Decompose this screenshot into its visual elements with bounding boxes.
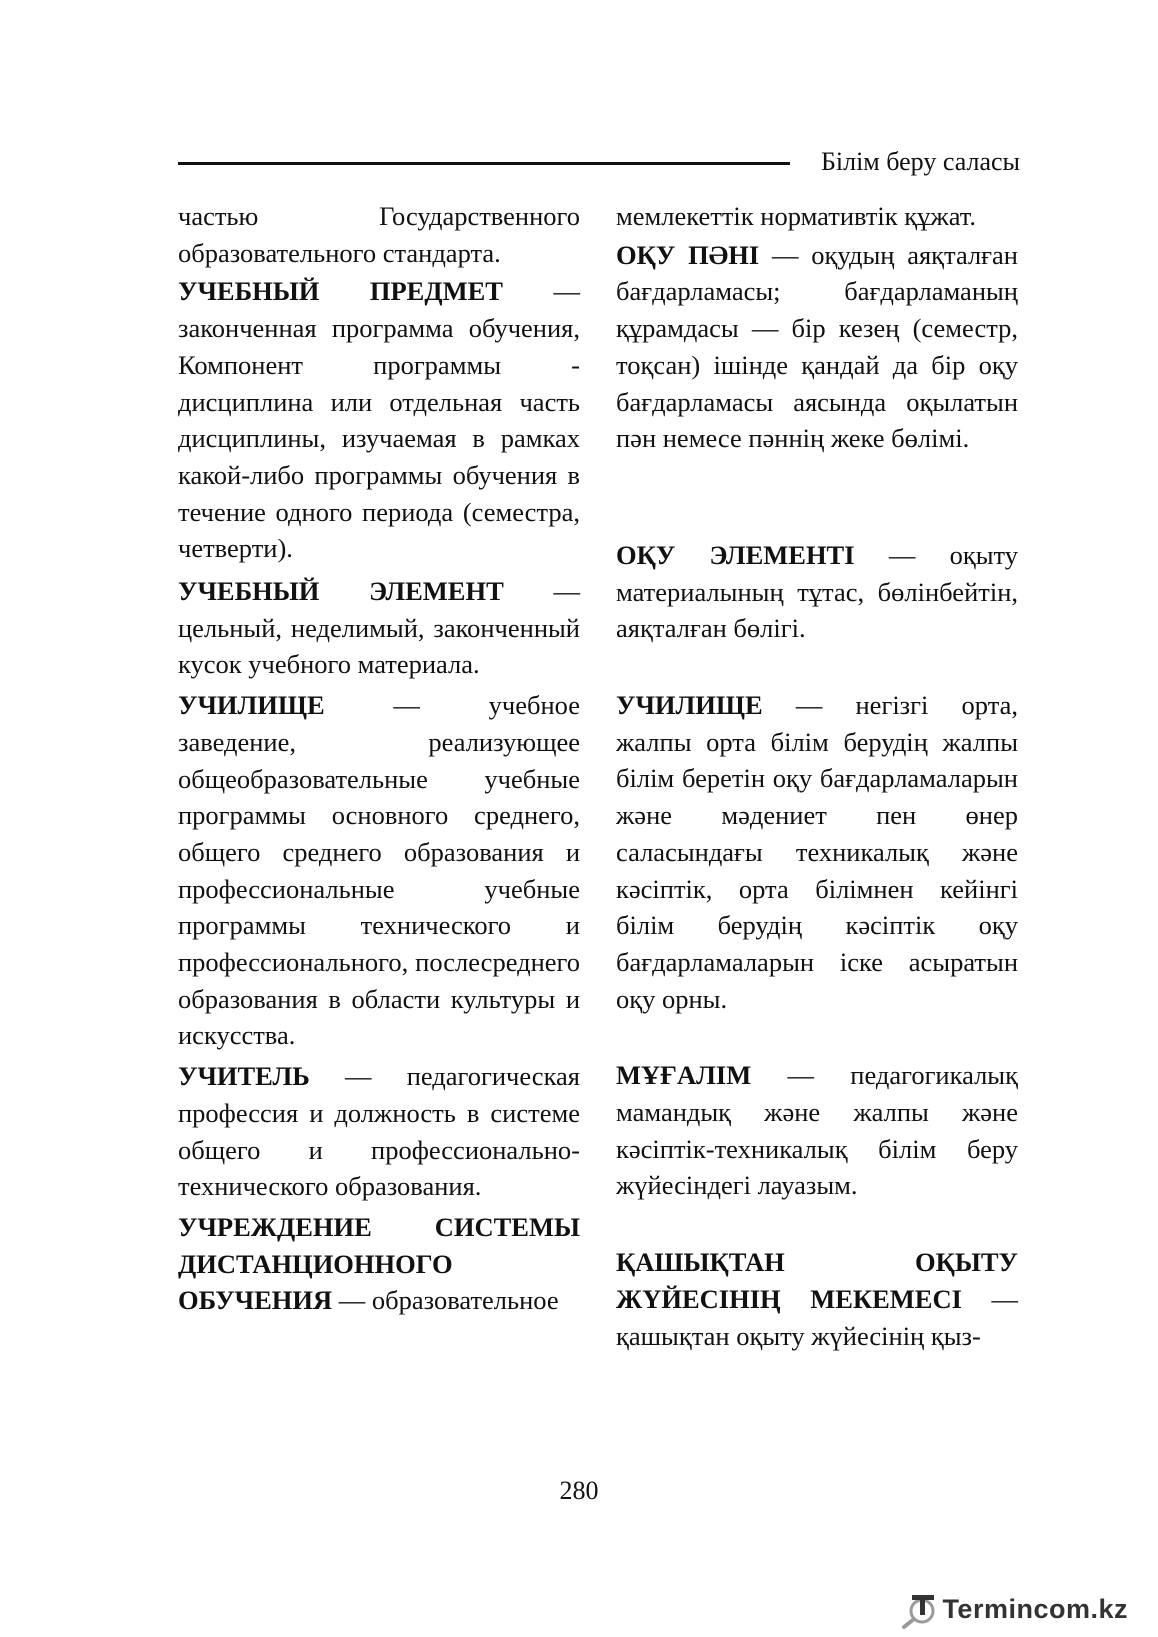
entry-term: УЧИТЕЛЬ	[178, 1061, 310, 1092]
magnifier-t-logo-icon	[898, 1589, 938, 1629]
entry-uchilishche: УЧИЛИЩЕ — негізгі орта, жалпы орта білім берудің жалпы білім беретін оқу бағдарламаларын және мәдениет пен өнер саласындағы техникалық және кәсіптік, орта білімнен кейінгі білім берудің кәсіптік оқу бағдарламаларын іске асыратын оқу орны.	[616, 690, 1018, 1014]
entry-definition: мемлекеттік нормативтік құжат.	[616, 201, 977, 231]
entry-term: МҰҒАЛІМ	[616, 1060, 752, 1091]
entry-uchebny-element: УЧЕБНЫЙ ЭЛЕМЕНТ — цельный, неделимый, законченный кусок учебного материала.	[178, 576, 580, 680]
entry-term: ОҚУ ЭЛЕМЕНТІ	[616, 539, 855, 570]
entry-term: УЧИЛИЩЕ	[178, 690, 325, 721]
entry-term: ҚАШЫҚТАН ОҚЫТУ ЖҮЙЕСІНІҢ МЕКЕМЕСІ	[616, 1247, 1018, 1314]
entry-term: УЧИЛИЩЕ	[616, 690, 763, 721]
left-column-russian	[178, 198, 580, 1319]
entry-uchrezhdenie: УЧРЕЖДЕНИЕ СИСТЕМЫ ДИСТАНЦИОННОГО ОБУЧЕНИЯ — образовательное	[178, 1211, 580, 1316]
entry-continuation	[178, 198, 580, 271]
entry-mugalim: МҰҒАЛІМ — педагогикалық мамандық және жалпы және кәсіптік-техникалық білім беру жүйесіндегі лауазым.	[616, 1060, 1018, 1201]
entry-definition: учебное заведение, реализующее общеобразовательные учебные программы основного среднего, общего среднего образования и профессиональные учебные программы технического и профессионального, послесреднего образования в области культуры и искусства.	[178, 690, 580, 1051]
right-column-kazakh	[616, 198, 1018, 1354]
entry-definition: негізгі орта, жалпы орта білім берудің жалпы білім беретін оқу бағдарламаларын және мәдениет пен өнер саласындағы техникалық және кәсіптік, орта білімнен кейінгі білім берудің кәсіптік оқу бағдарламаларын іске асыратын оқу орны.	[616, 690, 1018, 1014]
entry-definition: педагогикалық мамандық және жалпы және кәсіптік-техникалық білім беру жүйесіндегі лауазым.	[616, 1060, 1018, 1201]
watermark-text: Termincom.kz	[942, 1593, 1128, 1624]
entry-term: УЧЕБНЫЙ ЭЛЕМЕНТ	[178, 576, 504, 607]
entry-term: УЧРЕЖДЕНИЕ СИСТЕМЫ ДИСТАНЦИОННОГО ОБУЧЕНИЯ	[178, 1211, 580, 1316]
entry-uchebny-predmet: УЧЕБНЫЙ ПРЕДМЕТ — законченная программа обучения, Компонент программы - дисциплина или отдельная часть дисциплины, изучаемая в рамках какой-либо программы обучения в течение одного периода (семестра, четверти).	[178, 276, 580, 564]
entry-qashyqtan-oqytu: ҚАШЫҚТАН ОҚЫТУ ЖҮЙЕСІНІҢ МЕКЕМЕСІ — қашықтан оқыту жүйесінің қыз-	[616, 1247, 1018, 1351]
entry-term: ОҚУ ПӘНІ	[616, 239, 760, 270]
entry-term: УЧЕБНЫЙ ПРЕДМЕТ	[178, 276, 503, 307]
running-header: Білім беру саласы	[820, 147, 1020, 176]
entry-definition: образовательное	[371, 1285, 559, 1316]
entry-definition: педагогическая профессия и должность в системе общего и профессионально-технического образования.	[178, 1061, 580, 1202]
entry-oqu-elementi: ОҚУ ЭЛЕМЕНТІ — оқыту материалының тұтас, бөлінбейтін, аяқталған бөлігі.	[616, 539, 1019, 644]
header-rule	[178, 162, 790, 165]
entry-uchitel: УЧИТЕЛЬ — педагогическая профессия и должность в системе общего и профессионально-технического образования.	[178, 1061, 580, 1202]
entry-continuation	[616, 198, 1018, 235]
entry-definition: частью Государственного образовательного стандарта.	[178, 201, 580, 268]
page-number: 280	[559, 1476, 599, 1505]
entry-definition: законченная программа обучения, Компонент программы - дисциплина или отдельная часть дисциплины, изучаемая в рамках какой-либо программы обучения в течение одного периода (семестра, четверти).	[178, 313, 580, 564]
entry-oqu-pani: ОҚУ ПӘНІ — оқудың аяқталған бағдарламасы; бағдарламаның құрамдасы — бір кезең (семестр, тоқсан) ішінде қандай да бір оқу бағдарламасы аясында оқылатын пән немесе пәннің жеке бөлімі.	[616, 239, 1018, 454]
entry-definition: оқудың аяқталған бағдарламасы; бағдарламаның құрамдасы — бір кезең (семестр, тоқсан) ішінде қандай да бір оқу бағдарламасы аясында оқылатын пән немесе пәннің жеке бөлімі.	[616, 239, 1018, 454]
watermark	[898, 1588, 1128, 1630]
entry-definition: қашықтан оқыту жүйесінің қыз-	[616, 1320, 981, 1351]
entry-definition: цельный, неделимый, законченный кусок учебного материала.	[178, 612, 580, 680]
entry-definition: оқыту материалының тұтас, бөлінбейтін, аяқталған бөлігі.	[616, 539, 1019, 644]
entry-uchilishche: УЧИЛИЩЕ — учебное заведение, реализующее общеобразовательные учебные программы основного среднего, общего среднего образования и профессиональные учебные программы технического и профессионального, послесреднего образования в области культуры и искусства.	[178, 690, 580, 1051]
